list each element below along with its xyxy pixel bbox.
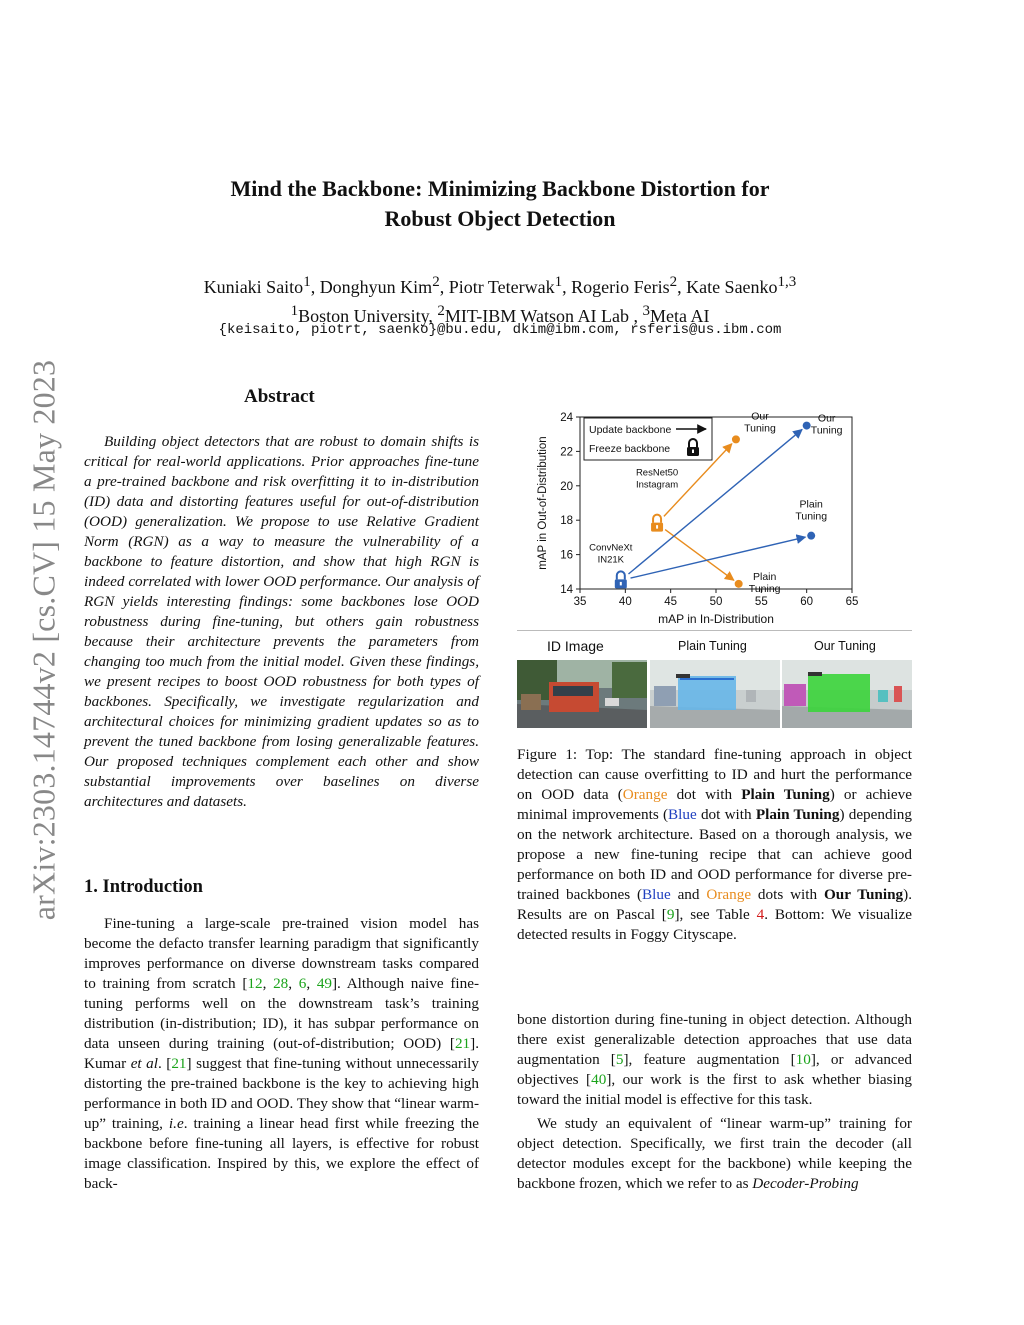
text-run: Orange [622, 786, 668, 803]
orange-point-label: Tuning [744, 422, 776, 435]
x-tick-label: 65 [845, 596, 859, 608]
blue-frozen-lock-icon [615, 571, 627, 588]
citation-link[interactable]: 21 [454, 1035, 471, 1052]
orange-result-point [735, 580, 743, 588]
affil-sup: 2 [437, 303, 445, 319]
text-run: ]. Although naive fine-tuning performs well on the downstream task’s training distribution (in-distribution; ID), it has subpar performance on data unseen during training (out-of-distribution; OOD) [ [84, 975, 480, 1052]
text-run: i.e [168, 1115, 184, 1132]
text-run: Orange [706, 886, 752, 903]
affil-sup: 3 [642, 303, 650, 319]
citation-link[interactable]: 5 [615, 1051, 624, 1068]
x-tick-label: 40 [618, 596, 632, 608]
author-emails: {keisaito, piotrt, saenko}@bu.edu, dkim@ibm.com, rsferis@us.ibm.com [218, 322, 782, 338]
author-block [150, 270, 850, 328]
lock-shackle [653, 515, 661, 523]
text-run: dots with [751, 886, 824, 903]
text-run: dot with [696, 806, 756, 823]
text-run: ) or achieve minimal improvements ( [517, 786, 912, 823]
text-run: ], our work is the first to ask whether biasing toward the initial model is effective for this task. [517, 1071, 912, 1108]
text-run: ] suggest that fine-tuning without unnecessarily distorting the pre-trained backbone is the key to achieving high performance in both ID and OOD. They show that “linear warm-up” training, [84, 1055, 479, 1132]
title-line-2: Robust Object Detection [384, 206, 616, 231]
affiliation-list: $^1$Boston University, $^2$MIT-IBM Watson AI Lab , $^3$Meta AI [290, 303, 710, 326]
y-tick-label: 16 [560, 549, 573, 562]
text-run: . [ [157, 1055, 172, 1072]
orange-point-label: Tuning [748, 582, 781, 595]
text-run: bone distortion during fine-tuning in object detection. Although there exist generalizable detection approaches that use data augmentation [ [517, 1011, 912, 1068]
abstract-text: Building object detectors that are robust to domain shifts is critical for real-world applications. Prior approaches fine-tune a pre-trained backbone and risk overfitting it to in-distribution (ID) data and distorting features useful for out-of-distribution (OOD) generalization. We propose to use Relative Gradient Norm (RGN) as a way to measure the vulnerability of a backbone to feature distortion, and show that high RGN is indeed correlated with lower OOD performance. Our analysis of RGN yields interesting findings: some backbones lose OOD robustness during fine-tuning, but others gain robustness because their architecture prevents the parameters from changing too much from the initial model. Given these findings, we present recipes to boost OOD robustness for both types of backbones. Specifically, we investigate regularization and architectural choices for minimizing gradient updates so as to prevent the tuned backbone from losing generalizable features. Our proposed techniques complement each other and show substantial improvements over baselines on diverse architectures and datasets. [84, 433, 479, 810]
lock-keyhole [656, 525, 658, 529]
citation-link[interactable]: 28 [273, 975, 289, 992]
text-run: ], feature augmentation [ [623, 1051, 796, 1068]
citation-link[interactable]: 49 [316, 975, 332, 992]
text-run: ). Results are on Pascal [ [517, 886, 912, 923]
text-run: Our Tuning [823, 886, 904, 903]
citation-link[interactable]: 21 [171, 1055, 187, 1072]
text-run: Plain Tuning [755, 806, 840, 823]
orange-point-label: Our [751, 410, 769, 423]
text-run: Blue [668, 806, 697, 823]
x-tick-label: 35 [573, 596, 587, 608]
author-name: Donghyun Kim [319, 277, 433, 297]
orange-arrow [665, 530, 734, 581]
figure-1-chart [530, 405, 910, 635]
author-name: Kuniaki Saito [203, 277, 304, 297]
intro-paragraph: Fine-tuning a large-scale pre-trained vision model has become the defacto transfer learning paradigm that significantly improves performance on diverse downstream tasks compared to training from scratch [12, 28, 6, 49]. Although naive fine-tuning performs well on the downstream task’s training distribution (in-distribution; ID), it has subpar performance on data unseen during training (out-of-distribution; OOD) [21]. Kumar et al. [21] suggest that fine-tuning without unnecessarily distorting the pre-trained backbone is the key to achieving high performance in both ID and OOD. They show that “linear warm-up” training, i.e. training a linear head first while freezing the backbone before fine-tuning all layers, is effective for robust image classification. Inspired by this, we explore the effect of back- [84, 915, 480, 1192]
author-sup: 2 [669, 274, 678, 290]
citation-link[interactable]: 12 [247, 975, 263, 992]
blue-result-point [807, 532, 815, 540]
title-line-1: Mind the Backbone: Minimizing Backbone Distortion for [230, 176, 770, 201]
orange-result-point [732, 435, 740, 443]
figure-1-caption [517, 745, 912, 945]
lock-shackle [617, 571, 625, 579]
citation-link[interactable]: 9 [666, 906, 675, 923]
orange-backbone-label: ResNet50 [635, 467, 679, 479]
affiliation: MIT-IBM Watson AI Lab [444, 306, 629, 326]
author-name: Piotr Teterwak [448, 277, 555, 297]
y-tick-label: 14 [560, 584, 573, 596]
blue-backbone-label: ConvNeXt [589, 542, 633, 554]
y-axis-label: mAP in Out-of-Distribution [537, 436, 549, 570]
paper-title [150, 174, 850, 234]
text-run: Plain Tuning [741, 786, 830, 803]
table-ref-link[interactable]: 4 [756, 906, 765, 923]
text-run: ]. Kumar [84, 1035, 479, 1072]
intro-heading: 1. Introduction [84, 877, 203, 897]
affil-sup: 1 [290, 303, 299, 319]
author-name: Rogerio Feris [571, 277, 670, 297]
text-run: dot with [667, 786, 742, 803]
author-sup: 1 [303, 274, 311, 290]
text-run: We study an equivalent of “linear warm-up” training for object detection. Specifically, we first train the decoder (all detector modules except for the backbone) while keeping the backbone frozen, which we refer to as [517, 1115, 912, 1192]
x-tick-label: 45 [664, 596, 678, 608]
text-run: ], see Table [674, 906, 757, 923]
author-list: Kuniaki Saito$^1$, Donghyun Kim$^2$, Piotr Teterwak$^1$, Rogerio Feris$^2$, Kate Saenko$^{1,3}$ [203, 274, 797, 297]
blue-point-label: Tuning [810, 424, 843, 437]
affiliation: Boston University [298, 306, 429, 326]
lock-keyhole [620, 582, 622, 586]
affiliation: Meta AI [649, 306, 710, 326]
author-sup: 2 [432, 274, 440, 290]
blue-backbone-label: IN21K [597, 554, 625, 566]
author-sup: 1,3 [777, 274, 797, 290]
our-tuning-image [782, 660, 912, 728]
citation-link[interactable]: 10 [795, 1051, 811, 1068]
blue-result-point [803, 422, 811, 430]
text-run: . training a linear head first while freezing the backbone before fine-tuning all layers, is effective for robust image classification. Inspired by this, we explore the effect of back- [84, 1115, 479, 1192]
text-run: ], or advanced objectives [ [517, 1051, 912, 1088]
orange-point-label: Plain [752, 570, 777, 583]
blue-point-label: Tuning [795, 510, 828, 523]
figure-divider [517, 630, 912, 631]
text-run: Decoder-Probing [752, 1175, 859, 1192]
right-paragraph-1 [517, 1010, 912, 1110]
abstract-heading: Abstract [244, 386, 315, 407]
x-tick-label: 60 [800, 596, 814, 608]
y-tick-label: 24 [560, 412, 573, 424]
text-run: ) depending on the network architecture. Based on a thorough analysis, we propose a new fine-tuning recipe that can achieve good performance on both ID and OOD performance for diverse pre-trained backbones ( [517, 806, 912, 903]
text-run: Figure 1: Top: The standard fine-tuning approach in object detection can cause overfitting to ID and hurt the performance on OOD data ( [517, 746, 912, 803]
arxiv-stamp: arXiv:2303.14744v2 [cs.CV] 15 May 2023 [25, 359, 62, 921]
y-tick-label: 20 [560, 480, 573, 493]
x-axis-label: mAP in In-Distribution [658, 612, 774, 626]
right-paragraph-2 [517, 1114, 912, 1194]
citation-link[interactable]: 40 [591, 1071, 607, 1088]
text-run: and [670, 886, 707, 903]
text-run: Blue [642, 886, 671, 903]
image-label-id: ID Image [547, 638, 604, 654]
y-tick-label: 18 [560, 515, 573, 528]
image-label-plain: Plain Tuning [678, 639, 747, 653]
image-label-our: Our Tuning [814, 639, 876, 653]
citation-link[interactable]: 6 [298, 975, 307, 992]
blue-point-label: Our [817, 412, 836, 425]
author-sup: 1 [554, 274, 563, 290]
legend-freeze-label: Freeze backbone [589, 443, 671, 455]
x-tick-label: 55 [754, 596, 768, 608]
id-image [517, 660, 647, 728]
blue-arrow [631, 537, 806, 578]
orange-backbone-label: Instagram [635, 479, 679, 491]
y-tick-label: 22 [560, 446, 573, 459]
blue-point-label: Plain [799, 498, 823, 511]
text-run: et al [130, 1055, 158, 1072]
author-name: Kate Saenko [686, 277, 778, 297]
x-tick-label: 50 [709, 596, 723, 608]
orange-frozen-lock-icon [651, 515, 663, 532]
plain-tuning-image [650, 660, 780, 728]
lock-keyhole [692, 450, 694, 454]
legend-update-label: Update backbone [589, 424, 672, 436]
text-run: Fine-tuning a large-scale pre-trained vision model has become the defacto transfer learning paradigm that significantly improves performance on diverse downstream tasks compared to training from scratch [ [84, 915, 479, 992]
text-run: . Bottom: We visualize detected results in Foggy Cityscape. [517, 906, 913, 943]
